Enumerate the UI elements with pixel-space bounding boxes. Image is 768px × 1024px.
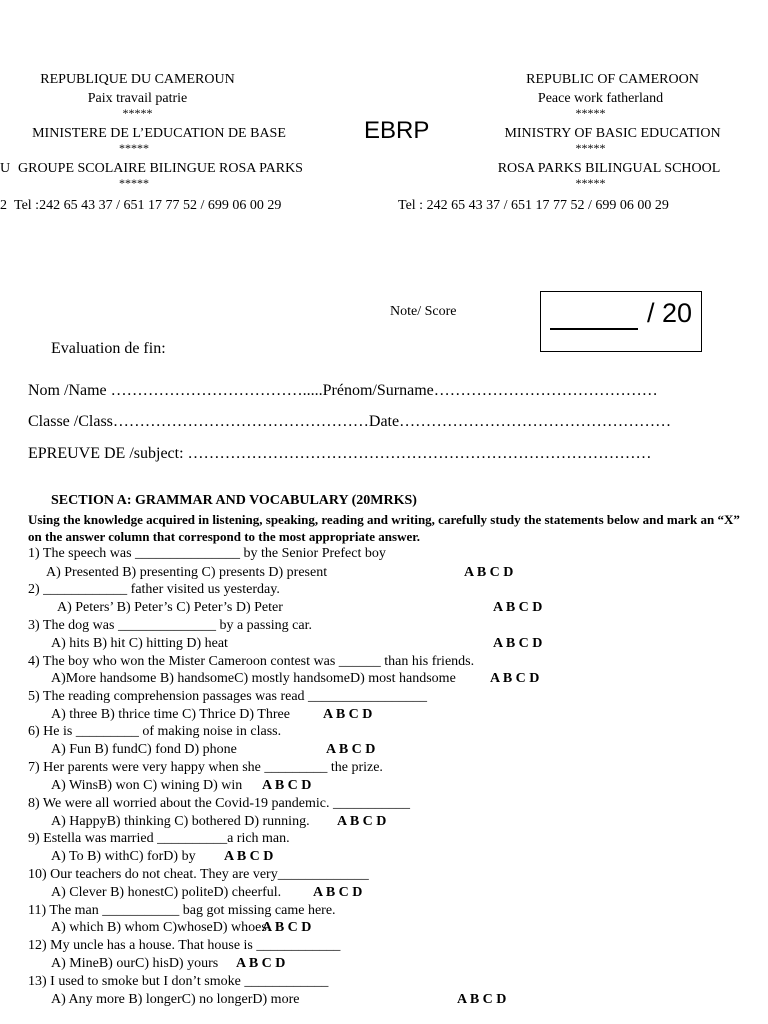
- header-fr-school: GROUPE SCOLAIRE BILINGUE ROSA PARKS: [18, 161, 303, 176]
- answer-column-10[interactable]: A B C D: [313, 885, 363, 900]
- answer-column-3[interactable]: A B C D: [493, 636, 543, 651]
- header-en-stars-2: *****: [575, 141, 606, 155]
- question-12: 12) My uncle has a house. That house is ____________: [28, 938, 341, 953]
- question-1: 1) The speech was _______________ by the Senior Prefect boy: [28, 546, 386, 561]
- header-fr-tel: Tel :242 65 43 37 / 651 17 77 52 / 699 06 00 29: [14, 198, 282, 213]
- options-13: A) Any more B) longerC) no longerD) more: [51, 992, 300, 1007]
- answer-column-2[interactable]: A B C D: [493, 600, 543, 615]
- header-en-school: ROSA PARKS BILINGUAL SCHOOL: [497, 161, 721, 176]
- answer-column-4[interactable]: A B C D: [490, 671, 540, 686]
- answer-column-9[interactable]: A B C D: [224, 849, 274, 864]
- options-5: A) three B) thrice time C) Thrice D) Three: [51, 707, 290, 722]
- answer-column-8[interactable]: A B C D: [337, 814, 387, 829]
- score-label: Note/ Score: [390, 304, 457, 319]
- header-fr-country: REPUBLIQUE DU CAMEROUN: [40, 72, 235, 87]
- options-1: A) Presented B) presenting C) presents D) present: [46, 565, 328, 580]
- score-box[interactable]: [540, 291, 702, 352]
- options-8: A) HappyB) thinking C) bothered D) running.: [51, 814, 310, 829]
- options-9: A) To B) withC) forD) by: [51, 849, 196, 864]
- answer-column-1[interactable]: A B C D: [464, 565, 514, 580]
- header-fr-stars-3: *****: [119, 176, 149, 190]
- options-12: A) MineB) ourC) hisD) yours: [51, 956, 219, 971]
- header-en-tel: Tel : 242 65 43 37 / 651 17 77 52 / 699 06 00 29: [398, 198, 669, 213]
- evaluation-label: Evaluation de fin:: [51, 340, 166, 357]
- header-en-motto: Peace work fatherland: [537, 91, 664, 106]
- header-en-stars-1: *****: [575, 106, 606, 120]
- subject-field[interactable]: EPREUVE DE /subject: ……………………………………………………………………………: [28, 445, 652, 462]
- header-en-stars-3: *****: [575, 176, 606, 190]
- answer-column-6[interactable]: A B C D: [326, 742, 376, 757]
- question-7: 7) Her parents were very happy when she _________ the prize.: [28, 760, 383, 775]
- section-instructions: Using the knowledge acquired in listening, speaking, reading and writing, carefully study the statements below and mark an “X” on the answer column that correspond to the most appropriate answer.: [28, 512, 740, 544]
- class-date-field[interactable]: Classe /Class…………………………………………Date……………………………………………: [28, 413, 672, 430]
- header-fr-stars-1: *****: [122, 106, 153, 120]
- options-10: A) Clever B) honestC) politeD) cheerful.: [51, 885, 282, 900]
- header-fr-school-prefix: U: [0, 161, 11, 176]
- score-blank-line: [550, 328, 638, 330]
- options-2: A) Peters’ B) Peter’s C) Peter’s D) Peter: [57, 600, 283, 615]
- options-4: A)More handsome B) handsomeC) mostly handsomeD) most handsome: [51, 671, 456, 686]
- answer-column-5[interactable]: A B C D: [323, 707, 373, 722]
- question-3: 3) The dog was ______________ by a passing car.: [28, 618, 312, 633]
- header-fr-motto: Paix travail patrie: [87, 91, 188, 106]
- header-fr-tel-prefix: 2: [0, 198, 7, 213]
- center-title: EBRP: [364, 117, 430, 144]
- header-fr-ministry: MINISTERE DE L’EDUCATION DE BASE: [32, 126, 286, 141]
- answer-column-7[interactable]: A B C D: [262, 778, 312, 793]
- question-2: 2) ____________ father visited us yesterday.: [28, 582, 280, 597]
- header-en-ministry: MINISTRY OF BASIC EDUCATION: [504, 126, 721, 141]
- options-3: A) hits B) hit C) hitting D) heat: [51, 636, 228, 651]
- question-13: 13) I used to smoke but I don’t smoke ____________: [28, 974, 329, 989]
- answer-column-13[interactable]: A B C D: [457, 992, 507, 1007]
- options-11: A) which B) whom C)whoseD) whoes: [51, 920, 267, 935]
- options-7: A) WinsB) won C) wining D) win: [51, 778, 243, 793]
- header-en-country: REPUBLIC OF CAMEROON: [526, 72, 699, 87]
- name-field[interactable]: Nom /Name ……………………………….....Prénom/Surname……………………………………: [28, 382, 658, 399]
- question-11: 11) The man ___________ bag got missing came here.: [28, 903, 336, 918]
- answer-column-11[interactable]: A B C D: [262, 920, 312, 935]
- answer-column-12[interactable]: A B C D: [236, 956, 286, 971]
- question-6: 6) He is _________ of making noise in class.: [28, 724, 282, 739]
- question-9: 9) Estella was married __________a rich man.: [28, 831, 290, 846]
- section-title: SECTION A: GRAMMAR AND VOCABULARY (20MRKS): [51, 493, 417, 508]
- score-out-of: / 20: [647, 298, 693, 328]
- question-8: 8) We were all worried about the Covid-19 pandemic. ___________: [28, 796, 410, 811]
- header-fr-stars-2: *****: [119, 141, 149, 155]
- options-6: A) Fun B) fundC) fond D) phone: [51, 742, 237, 757]
- question-10: 10) Our teachers do not cheat. They are very_____________: [28, 867, 369, 882]
- question-5: 5) The reading comprehension passages was read _________________: [28, 689, 428, 704]
- question-4: 4) The boy who won the Mister Cameroon contest was ______ than his friends.: [28, 654, 475, 669]
